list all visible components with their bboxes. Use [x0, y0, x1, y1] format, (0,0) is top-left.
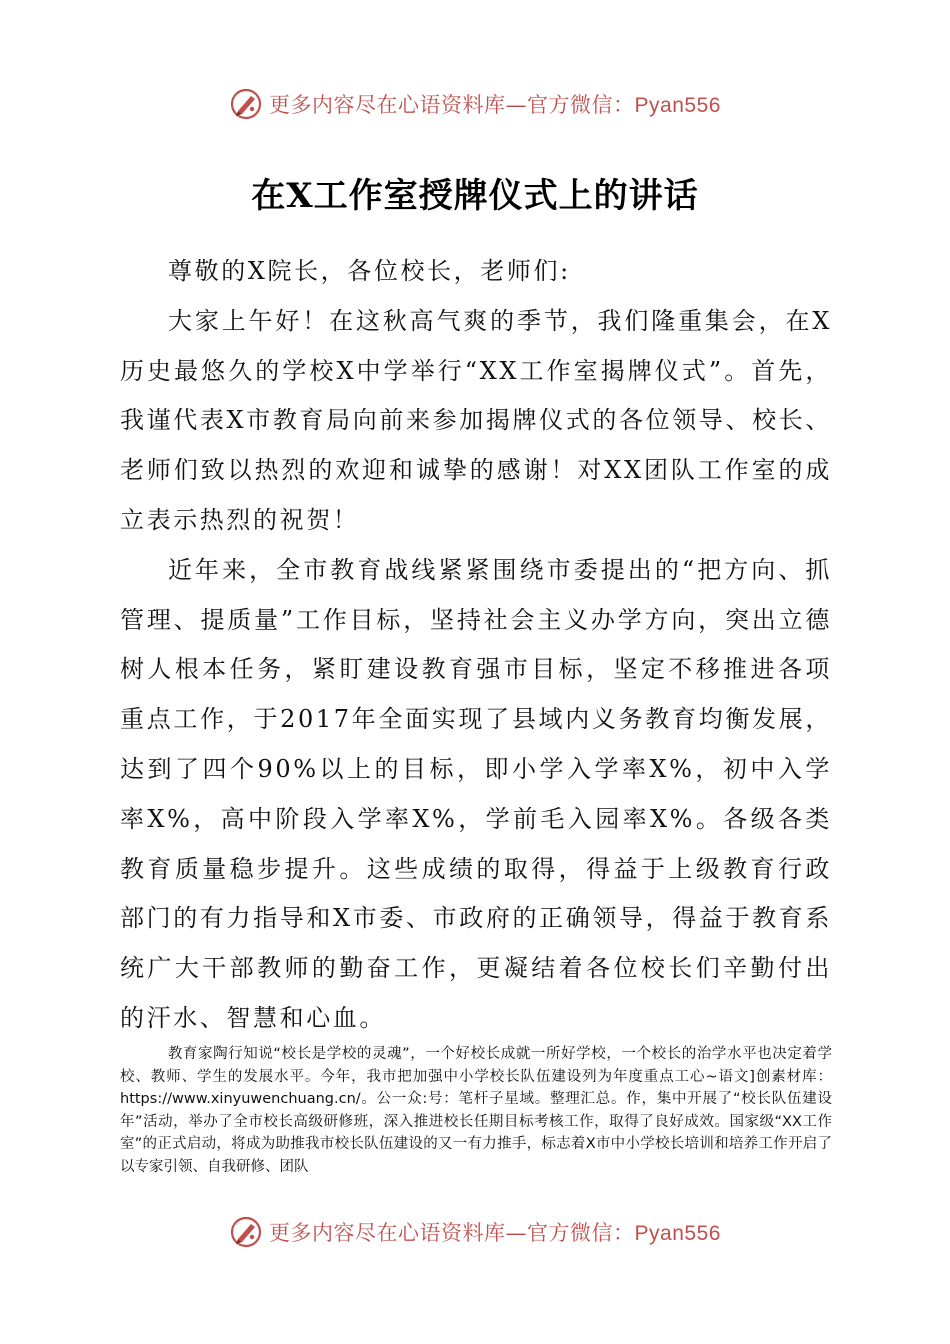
watermark-header [0, 84, 950, 124]
pen-logo-icon [229, 1215, 263, 1249]
watermark-text [269, 1217, 721, 1247]
watermark-main: 更多内容尽在心语资料库 [269, 93, 506, 117]
watermark-text [269, 89, 721, 119]
small-paragraph: 教育家陶行知说“校长是学校的灵魂”，一个好校长成就一所好学校，一个校长的治学水平也决定着学校、教师、学生的发展水平。今年，我市把加强中小学校长队伍建设列为年度重点工心~语文]创素材库：https://www.xinyuwenchuang.cn/。公一众:号：笔杆子星域。整理汇总。作，集中开展了“校长队伍建设年”活动，举办了全市校长高级研修班，深入推进校长任期目标考核工作，取得了良好成效。国家级“XX工作室”的正式启动，将成为助推我市校长队伍建设的又一有力推手，标志着X市中小学校长培训和培养工作开启了以专家引领、自我研修、团队 [120, 1046, 832, 1175]
watermark-footer [0, 1212, 950, 1252]
pen-logo-icon [229, 87, 263, 121]
watermark-id: Pyan556 [634, 94, 721, 117]
watermark-id: Pyan556 [634, 1222, 721, 1245]
watermark-label: 官方微信： [527, 1221, 635, 1245]
document-body [120, 247, 832, 1044]
watermark-dash: — [505, 1221, 528, 1245]
small-print-section [120, 1043, 832, 1179]
watermark-main: 更多内容尽在心语资料库 [269, 1221, 506, 1245]
salutation: 尊敬的X院长，各位校长，老师们: [168, 257, 571, 285]
watermark-label: 官方微信： [527, 93, 635, 117]
watermark-dash: — [505, 93, 528, 117]
paragraph: 近年来，全市教育战线紧紧围绕市委提出的“把方向、抓管理、提质量”工作目标，坚持社会主义办学方向，突出立德树人根本任务，紧盯建设教育强市目标，坚定不移推进各项重点工作，于2017年全面实现了县域内义务教育均衡发展，达到了四个90%以上的目标，即小学入学率X%，初中入学率X%，高中阶段入学率X%，学前毛入园率X%。各级各类教育质量稳步提升。这些成绩的取得，得益于上级教育行政部门的有力指导和X市委、市政府的正确领导，得益于教育系统广大干部教师的勤奋工作，更凝结着各位校长们辛勤付出的汗水、智慧和心血。 [120, 555, 832, 1032]
paragraph: 大家上午好！在这秋高气爽的季节，我们隆重集会，在X历史最悠久的学校X中学举行“XX工作室揭牌仪式”。首先，我谨代表X市教育局向前来参加揭牌仪式的各位领导、校长、老师们致以热烈的欢迎和诚挚的感谢！对XX团队工作室的成立表示热烈的祝贺！ [120, 306, 832, 534]
document-title: 在X工作室授牌仪式上的讲话 [251, 176, 699, 216]
